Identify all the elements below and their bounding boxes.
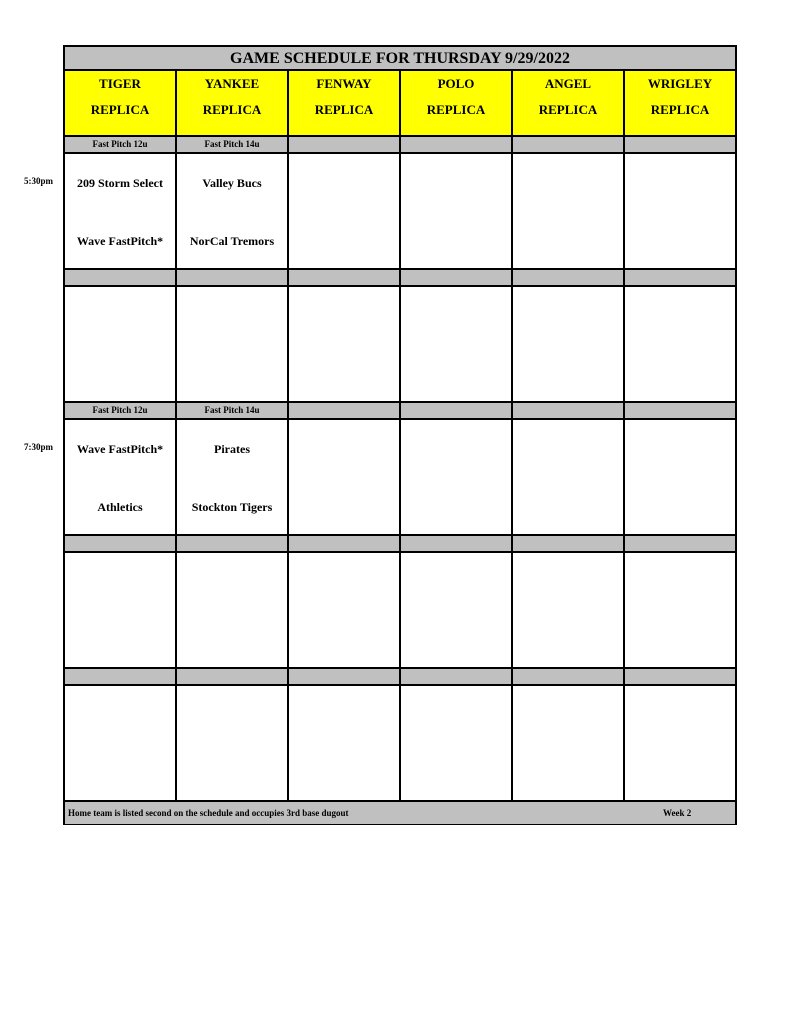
footer-note: Home team is listed second on the schedule and occupies 3rd base dugout	[68, 808, 349, 818]
division-label	[401, 403, 513, 420]
division-label	[401, 137, 513, 154]
division-label	[289, 669, 401, 686]
field-header	[177, 71, 289, 137]
field-name: WRIGLEY	[647, 76, 713, 91]
home-team: Athletics	[97, 500, 143, 514]
division-label	[289, 270, 401, 287]
division-label	[177, 270, 289, 287]
field-name: TIGER	[99, 76, 141, 91]
division-label	[625, 270, 735, 287]
game-cell	[401, 420, 513, 536]
division-label	[401, 669, 513, 686]
game-cell	[177, 686, 289, 802]
division-label: Fast Pitch 12u	[65, 403, 177, 420]
time-slot-label: 7:30pm	[24, 442, 53, 452]
home-team: NorCal Tremors	[189, 234, 275, 248]
game-cell	[401, 553, 513, 669]
game-cell	[289, 287, 401, 403]
field-name: YANKEE	[204, 76, 260, 91]
division-label	[513, 403, 625, 420]
game-cell	[65, 154, 177, 270]
game-cell	[625, 420, 735, 536]
field-subtitle: REPLICA	[538, 102, 598, 117]
game-cell	[65, 686, 177, 802]
division-label	[65, 536, 177, 553]
game-cell	[513, 686, 625, 802]
game-cell	[401, 686, 513, 802]
away-team: Wave FastPitch*	[76, 442, 164, 456]
division-label	[289, 536, 401, 553]
division-label	[513, 270, 625, 287]
game-cell	[289, 420, 401, 536]
game-cell	[625, 686, 735, 802]
game-cell	[177, 553, 289, 669]
game-cell	[65, 287, 177, 403]
field-header	[625, 71, 735, 137]
game-cell	[177, 420, 289, 536]
game-cell	[401, 287, 513, 403]
field-name: POLO	[437, 76, 475, 91]
game-cell	[65, 553, 177, 669]
game-cell	[401, 154, 513, 270]
division-label	[401, 536, 513, 553]
field-header	[289, 71, 401, 137]
week-label: Week 2	[663, 808, 692, 818]
time-slot-label: 5:30pm	[24, 176, 53, 186]
schedule-grid	[63, 45, 737, 825]
game-cell	[513, 553, 625, 669]
division-label	[625, 137, 735, 154]
game-cell	[625, 154, 735, 270]
game-cell	[65, 420, 177, 536]
field-header	[513, 71, 625, 137]
away-team: 209 Storm Select	[77, 176, 163, 190]
division-label	[177, 669, 289, 686]
field-header	[401, 71, 513, 137]
division-label	[289, 137, 401, 154]
division-label	[401, 270, 513, 287]
division-label	[65, 669, 177, 686]
game-cell	[177, 154, 289, 270]
field-subtitle: REPLICA	[650, 102, 710, 117]
division-label: Fast Pitch 14u	[177, 403, 289, 420]
division-label	[625, 669, 735, 686]
away-team: Valley Bucs	[202, 176, 262, 190]
division-label	[177, 536, 289, 553]
division-label	[65, 270, 177, 287]
home-team: Wave FastPitch*	[76, 234, 164, 248]
home-team: Stockton Tigers	[191, 500, 273, 514]
field-subtitle: REPLICA	[426, 102, 486, 117]
game-cell	[513, 154, 625, 270]
division-label	[625, 536, 735, 553]
game-cell	[625, 553, 735, 669]
division-label	[513, 137, 625, 154]
division-label	[513, 536, 625, 553]
game-cell	[289, 686, 401, 802]
game-cell	[625, 287, 735, 403]
field-header	[65, 71, 177, 137]
footer-bar	[65, 802, 735, 824]
field-name: ANGEL	[544, 76, 592, 91]
division-label	[625, 403, 735, 420]
division-label: Fast Pitch 14u	[177, 137, 289, 154]
division-label: Fast Pitch 12u	[65, 137, 177, 154]
game-cell	[289, 154, 401, 270]
game-cell	[289, 553, 401, 669]
away-team: Pirates	[214, 442, 250, 456]
game-cell	[513, 420, 625, 536]
game-cell	[177, 287, 289, 403]
page-title: GAME SCHEDULE FOR THURSDAY 9/29/2022	[65, 47, 735, 71]
field-name: FENWAY	[316, 76, 372, 91]
field-subtitle: REPLICA	[202, 102, 262, 117]
game-cell	[513, 287, 625, 403]
division-label	[289, 403, 401, 420]
division-label	[513, 669, 625, 686]
field-subtitle: REPLICA	[314, 102, 374, 117]
field-subtitle: REPLICA	[90, 102, 150, 117]
